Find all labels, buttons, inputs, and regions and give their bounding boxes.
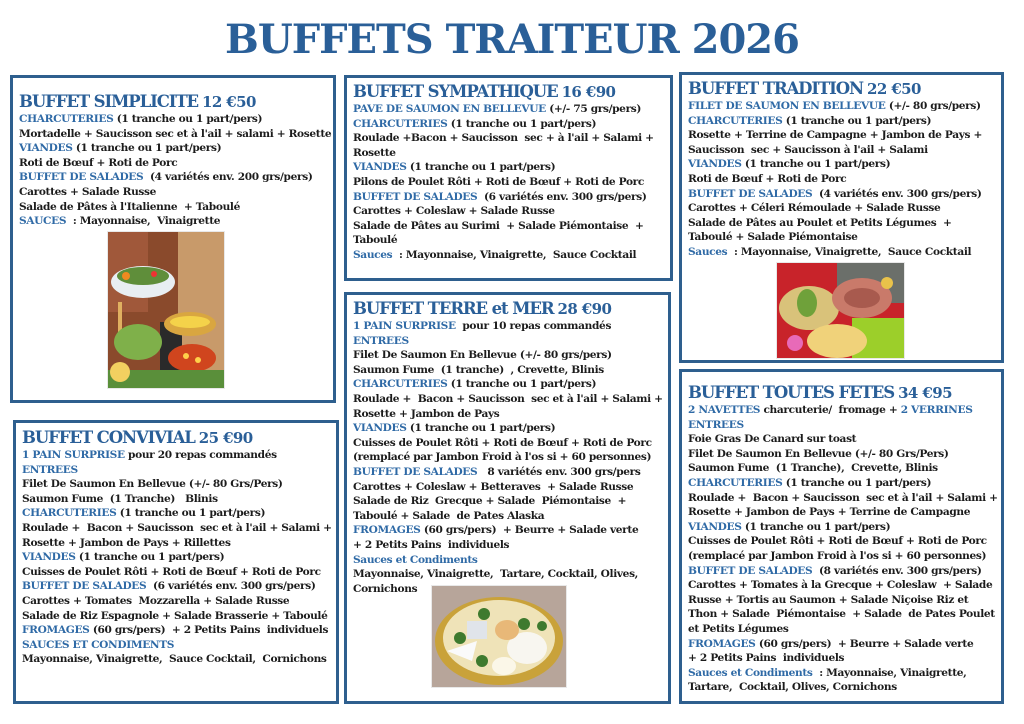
menu-line bbox=[688, 418, 994, 433]
menu-item-text: Filet De Saumon En Bellevue (+/- 80 Grs/Pers) bbox=[22, 478, 283, 491]
menu-item-text: Carottes + Salade Russe bbox=[19, 185, 157, 198]
menu-line bbox=[19, 156, 326, 171]
menu-line bbox=[22, 594, 329, 609]
menu-item-text: (1 tranche ou 1 part/pers) bbox=[72, 142, 222, 155]
menu-item-text: : Mayonnaise, Vinaigrette, bbox=[812, 666, 967, 679]
section-heading: CHARCUTERIES bbox=[353, 378, 448, 391]
menu-line bbox=[688, 593, 994, 608]
menu-line bbox=[688, 201, 994, 216]
menu-item-text: Saumon Fume (1 Tranche) Blinis bbox=[22, 492, 218, 505]
menu-item-text: (1 tranche ou 1 part/pers) bbox=[447, 378, 597, 391]
menu-item-text: (8 variétés env. 300 grs/pers) bbox=[812, 564, 982, 577]
menu-item-text: Rosette + Jambon de Pays bbox=[353, 407, 500, 420]
menu-line bbox=[688, 505, 994, 520]
section-heading: CHARCUTERIES bbox=[353, 117, 448, 130]
menu-line bbox=[688, 172, 994, 187]
menu-line bbox=[688, 245, 994, 260]
menu-item-text: (1 tranche ou 1 part/pers) bbox=[75, 551, 225, 564]
menu-item-text: Pilons de Poulet Rôti + Roti de Bœuf + Roti de Porc bbox=[353, 175, 645, 188]
menu-line bbox=[19, 141, 326, 156]
section-heading: VIANDES bbox=[19, 142, 73, 155]
menu-item-text: Foie Gras De Canard sur toast bbox=[688, 433, 857, 446]
menu-item-text: Salade de Riz Espagnole + Salade Brasserie + Taboulé bbox=[22, 609, 328, 622]
section-heading: BUFFET DE SALADES bbox=[688, 187, 813, 200]
menu-item-text: Roulade + Bacon + Saucisson sec et à l'ail + Salami + bbox=[353, 392, 663, 405]
buffet-sympathique-card bbox=[344, 75, 673, 281]
menu-item-text: charcuterie/ fromage + bbox=[760, 404, 901, 416]
menu-item-text: Russe + Tortis au Saumon + Salade Niçoise Riz et bbox=[688, 593, 969, 606]
buffet-name: BUFFET TOUTES FETES bbox=[688, 383, 895, 402]
menu-item-text: pour 10 repas commandés bbox=[455, 320, 612, 332]
menu-item-text: (60 grs/pers) + Beurre + Salade verte bbox=[420, 524, 639, 537]
menu-line bbox=[19, 214, 326, 229]
menu-item-text: (60 grs/pers) + Beurre + Salade verte bbox=[755, 637, 974, 650]
menu-line bbox=[19, 112, 326, 127]
menu-item-text: Rosette bbox=[353, 146, 396, 159]
menu-item-text: (+/- 75 grs/pers) bbox=[545, 103, 642, 115]
menu-line bbox=[688, 461, 994, 476]
section-heading: 1 PAIN SURPRISE bbox=[353, 320, 456, 332]
menu-item-text: Carottes + Céleri Rémoulade + Salade Russe bbox=[688, 202, 941, 215]
buffet-price: 22 €50 bbox=[867, 80, 921, 98]
menu-line bbox=[353, 175, 663, 190]
menu-line bbox=[19, 170, 326, 185]
menu-lines bbox=[22, 448, 332, 667]
menu-item-text: : Mayonnaise, Vinaigrette, Sauce Cocktail bbox=[392, 248, 637, 261]
menu-item-text: : Mayonnaise, Vinaigrette, Sauce Cocktail bbox=[727, 245, 972, 258]
menu-line bbox=[353, 348, 661, 363]
menu-item-text: (4 variétés env. 300 grs/pers) bbox=[812, 187, 982, 200]
menu-line bbox=[688, 447, 994, 462]
menu-item-text: Taboulé + Salade Piémontaise bbox=[688, 231, 858, 244]
menu-line bbox=[353, 436, 661, 451]
menu-lines bbox=[688, 403, 998, 695]
menu-item-text: (1 tranche ou 1 part/pers) bbox=[406, 422, 556, 435]
menu-line bbox=[353, 480, 661, 495]
section-heading: BUFFET DE SALADES bbox=[22, 580, 147, 593]
menu-item-text: Saumon Fume (1 tranche) , Crevette, Blinis bbox=[353, 363, 604, 376]
menu-line bbox=[688, 128, 994, 143]
menu-item-text: Cuisses de Poulet Rôti + Roti de Bœuf + Roti de Porc bbox=[22, 565, 321, 578]
section-heading: Sauces et Condiments bbox=[688, 666, 813, 679]
menu-line bbox=[688, 216, 994, 231]
buffet-table-photo bbox=[107, 231, 225, 389]
menu-line bbox=[688, 637, 994, 652]
menu-item-text: Taboulé bbox=[353, 234, 398, 247]
menu-line bbox=[22, 565, 329, 580]
buffet-price: 16 €90 bbox=[561, 83, 616, 101]
menu-line bbox=[353, 204, 663, 219]
menu-line bbox=[22, 448, 329, 463]
menu-line bbox=[22, 521, 332, 536]
buffet-title bbox=[688, 79, 994, 99]
menu-line bbox=[353, 407, 661, 422]
menu-line bbox=[353, 334, 661, 349]
menu-item-text: (remplacé par Jambon Froid à l'os si + 60 personnes) bbox=[688, 549, 987, 562]
section-heading: BUFFET DE SALADES bbox=[353, 190, 478, 203]
menu-line bbox=[353, 248, 663, 263]
menu-item-text: Carottes + Tomates Mozzarella + Salade Russe bbox=[22, 594, 290, 607]
menu-line bbox=[353, 377, 661, 392]
buffet-name: BUFFET TERRE et MER bbox=[353, 299, 554, 318]
menu-line bbox=[353, 494, 661, 509]
menu-line bbox=[353, 465, 661, 480]
menu-item-text: Roti de Bœuf + Roti de Porc bbox=[688, 172, 847, 185]
menu-item-text: Mortadelle + Saucisson sec et à l'ail + salami + Rosette bbox=[19, 127, 332, 140]
menu-item-text: (1 tranche ou 1 part/pers) bbox=[406, 161, 556, 174]
section-heading: FILET DE SAUMON EN BELLEVUE bbox=[688, 100, 886, 112]
menu-line bbox=[22, 579, 329, 594]
menu-line bbox=[22, 463, 329, 478]
menu-item-text: Roulade + Bacon + Saucisson sec et à l'ail + Salami + bbox=[688, 491, 998, 504]
menu-item-text: Saumon Fume (1 Tranche), Crevette, Blinis bbox=[688, 462, 938, 475]
buffet-price: 28 €90 bbox=[557, 300, 612, 318]
section-heading: CHARCUTERIES bbox=[688, 114, 783, 127]
section-heading: ENTREES bbox=[353, 334, 409, 347]
menu-item-text: Salade de Pâtes à l'Italienne + Taboulé bbox=[19, 200, 240, 213]
menu-line bbox=[688, 651, 994, 666]
section-heading: BUFFET DE SALADES bbox=[19, 171, 144, 184]
menu-line bbox=[22, 477, 329, 492]
menu-line bbox=[688, 564, 994, 579]
section-heading: FROMAGES bbox=[353, 524, 421, 537]
menu-item-text: (1 tranche ou 1 part/pers) bbox=[741, 158, 891, 171]
menu-item-text: Saucisson sec + Saucisson à l'ail + Salami bbox=[688, 143, 928, 156]
buffet-convivial-card bbox=[13, 420, 339, 704]
menu-line bbox=[353, 219, 663, 234]
menu-item-text: pour 20 repas commandés bbox=[124, 449, 277, 461]
menu-line bbox=[688, 403, 994, 418]
menu-item-text: Salade de Riz Grecque + Salade Piémontaise + bbox=[353, 495, 627, 508]
cheese-platter-photo bbox=[431, 585, 567, 688]
section-heading: Sauces et Condiments bbox=[353, 553, 478, 566]
menu-line bbox=[353, 567, 661, 582]
section-heading: PAVE DE SAUMON EN BELLEVUE bbox=[353, 103, 546, 115]
section-heading: Sauces bbox=[353, 248, 393, 261]
buffet-title bbox=[353, 82, 663, 102]
section-heading: VIANDES bbox=[688, 520, 742, 533]
menu-item-text: Salade de Pâtes au Surimi + Salade Piémontaise + bbox=[353, 219, 644, 232]
menu-item-text: (1 tranche ou 1 part/pers) bbox=[113, 113, 263, 125]
menu-lines bbox=[353, 102, 663, 263]
section-heading: CHARCUTERIES bbox=[22, 507, 117, 520]
menu-item-text: (60 grs/pers) + 2 Petits Pains individuels bbox=[89, 624, 329, 637]
section-heading: SAUCES ET CONDIMENTS bbox=[22, 638, 175, 651]
section-heading: 1 PAIN SURPRISE bbox=[22, 449, 125, 461]
menu-item-text: Mayonnaise, Vinaigrette, Sauce Cocktail, Cornichons bbox=[22, 653, 327, 666]
menu-line bbox=[353, 102, 663, 117]
section-heading: 2 NAVETTES bbox=[688, 404, 761, 416]
menu-item-text: (6 variétés env. 300 grs/pers) bbox=[477, 190, 647, 203]
menu-line bbox=[353, 363, 661, 378]
menu-line bbox=[353, 319, 661, 334]
menu-line bbox=[688, 99, 994, 114]
menu-line bbox=[22, 638, 329, 653]
menu-line bbox=[688, 607, 994, 622]
menu-item-text: Filet De Saumon En Bellevue (+/- 80 grs/pers) bbox=[353, 349, 612, 362]
menu-line bbox=[688, 680, 994, 695]
menu-line bbox=[688, 114, 994, 129]
buffet-price: 34 €95 bbox=[898, 384, 952, 402]
buffet-title bbox=[19, 92, 326, 112]
menu-line bbox=[353, 117, 663, 132]
menu-line bbox=[353, 131, 663, 146]
section-heading: BUFFET DE SALADES bbox=[353, 465, 478, 478]
menu-item-text: (1 tranche ou 1 part/pers) bbox=[741, 520, 891, 533]
page-title: BUFFETS TRAITEUR 2026 bbox=[225, 16, 799, 63]
menu-item-text: (+/- 80 grs/pers) bbox=[885, 100, 981, 112]
menu-line bbox=[22, 506, 329, 521]
menu-line bbox=[353, 233, 663, 248]
buffet-name: BUFFET SYMPATHIQUE bbox=[353, 82, 558, 101]
menu-lines bbox=[688, 99, 994, 260]
menu-item-text: (1 tranche ou 1 part/pers) bbox=[116, 507, 266, 520]
section-heading: 2 VERRINES bbox=[900, 404, 973, 416]
menu-item-text: Thon + Salade Piémontaise + Salade de Pates Poulet bbox=[688, 608, 995, 621]
menu-line bbox=[688, 622, 994, 637]
menu-line bbox=[688, 230, 994, 245]
section-heading: VIANDES bbox=[688, 158, 742, 171]
menu-item-text: (1 tranche ou 1 part/pers) bbox=[447, 117, 597, 130]
menu-line bbox=[353, 450, 661, 465]
menu-line bbox=[19, 127, 332, 142]
menu-item-text: et Petits Légumes bbox=[688, 622, 789, 635]
menu-item-text: Tartare, Cocktail, Olives, Cornichons bbox=[688, 681, 897, 694]
menu-line bbox=[688, 549, 994, 564]
menu-item-text: (1 tranche ou 1 part/pers) bbox=[782, 114, 932, 127]
menu-item-text: 8 variétés env. 300 grs/pers bbox=[477, 465, 641, 478]
section-heading: FROMAGES bbox=[688, 637, 756, 650]
menu-item-text: (6 variétés env. 300 grs/pers) bbox=[146, 580, 316, 593]
menu-item-text: Carottes + Coleslaw + Salade Russe bbox=[353, 205, 555, 218]
menu-line bbox=[353, 392, 661, 407]
buffet-title bbox=[22, 428, 329, 448]
buffet-name: BUFFET TRADITION bbox=[688, 79, 864, 98]
menu-item-text: Rosette + Jambon de Pays + Rillettes bbox=[22, 536, 231, 549]
menu-line bbox=[22, 550, 329, 565]
menu-item-text: Cuisses de Poulet Rôti + Roti de Bœuf + Roti de Porc bbox=[353, 436, 652, 449]
menu-item-text: Carottes + Coleslaw + Betteraves + Salade Russe bbox=[353, 480, 634, 493]
menu-item-text: + 2 Petits Pains individuels bbox=[688, 652, 845, 665]
menu-item-text: Cornichons bbox=[353, 582, 418, 595]
buffet-name: BUFFET CONVIVIAL bbox=[22, 428, 195, 447]
menu-line bbox=[22, 623, 329, 638]
menu-line bbox=[353, 538, 661, 553]
menu-lines bbox=[19, 112, 332, 229]
menu-item-text: Roulade + Bacon + Saucisson sec et à l'ail + Salami + bbox=[22, 521, 332, 534]
section-heading: SAUCES bbox=[19, 215, 67, 228]
menu-item-text: Carottes + Tomates à la Grecque + Coleslaw + Salade bbox=[688, 579, 993, 592]
menu-line bbox=[688, 491, 998, 506]
menu-line bbox=[353, 523, 661, 538]
menu-line bbox=[22, 609, 329, 624]
menu-item-text: Taboulé + Salade de Pates Alaska bbox=[353, 509, 545, 522]
menu-item-text: Salade de Pâtes au Poulet et Petits Légumes + bbox=[688, 216, 952, 229]
menu-line bbox=[22, 492, 329, 507]
menu-line bbox=[353, 553, 661, 568]
menu-item-text: Cuisses de Poulet Rôti + Roti de Bœuf + Roti de Porc bbox=[688, 535, 987, 548]
menu-item-text: + 2 Petits Pains individuels bbox=[353, 538, 510, 551]
menu-line bbox=[353, 421, 661, 436]
menu-item-text: Roulade +Bacon + Saucisson sec + à l'ail + Salami + bbox=[353, 132, 654, 145]
menu-line bbox=[688, 187, 994, 202]
menu-line bbox=[19, 200, 326, 215]
menu-item-text: Roti de Bœuf + Roti de Porc bbox=[19, 156, 178, 169]
section-heading: BUFFET DE SALADES bbox=[688, 564, 813, 577]
menu-line bbox=[688, 432, 994, 447]
buffet-price: 12 €50 bbox=[202, 93, 256, 111]
menu-line bbox=[688, 666, 994, 681]
section-heading: FROMAGES bbox=[22, 624, 90, 637]
menu-line bbox=[688, 157, 994, 172]
menu-item-text: (remplacé par Jambon Froid à l'os si + 60 personnes) bbox=[353, 451, 652, 464]
menu-line bbox=[353, 190, 663, 205]
menu-item-text: Mayonnaise, Vinaigrette, Tartare, Cocktail, Olives, bbox=[353, 568, 639, 581]
menu-item-text: Rosette + Jambon de Pays + Terrine de Campagne bbox=[688, 506, 971, 519]
menu-item-text: : Mayonnaise, Vinaigrette bbox=[66, 215, 221, 228]
buffet-title bbox=[688, 383, 994, 403]
menu-line bbox=[353, 160, 663, 175]
menu-line bbox=[688, 534, 994, 549]
menu-line bbox=[22, 652, 329, 667]
menu-line bbox=[688, 578, 994, 593]
section-heading: CHARCUTERIES bbox=[19, 113, 114, 125]
menu-item-text: Filet De Saumon En Bellevue (+/- 80 Grs/Pers) bbox=[688, 447, 949, 460]
menu-item-text: Rosette + Terrine de Campagne + Jambon de Pays + bbox=[688, 129, 983, 142]
menu-line bbox=[688, 143, 994, 158]
menu-line bbox=[688, 476, 994, 491]
buffet-toutes-fetes-card bbox=[679, 369, 1004, 704]
charcuterie-platter-photo bbox=[776, 262, 905, 359]
buffet-price: 25 €90 bbox=[198, 429, 253, 447]
menu-item-text: (4 variétés env. 200 grs/pers) bbox=[143, 171, 313, 184]
menu-line bbox=[22, 536, 329, 551]
section-heading: VIANDES bbox=[353, 422, 407, 435]
section-heading: ENTREES bbox=[688, 418, 744, 431]
section-heading: Sauces bbox=[688, 245, 728, 258]
menu-item-text: (1 tranche ou 1 part/pers) bbox=[782, 476, 932, 489]
section-heading: CHARCUTERIES bbox=[688, 476, 783, 489]
section-heading: VIANDES bbox=[22, 551, 76, 564]
section-heading: VIANDES bbox=[353, 161, 407, 174]
menu-line bbox=[19, 185, 326, 200]
menu-line bbox=[353, 509, 661, 524]
menu-line bbox=[353, 146, 663, 161]
buffet-name: BUFFET SIMPLICITE bbox=[19, 92, 198, 111]
menu-lines bbox=[353, 319, 661, 596]
menu-line bbox=[688, 520, 994, 535]
section-heading: ENTREES bbox=[22, 463, 78, 476]
buffet-title bbox=[353, 299, 661, 319]
